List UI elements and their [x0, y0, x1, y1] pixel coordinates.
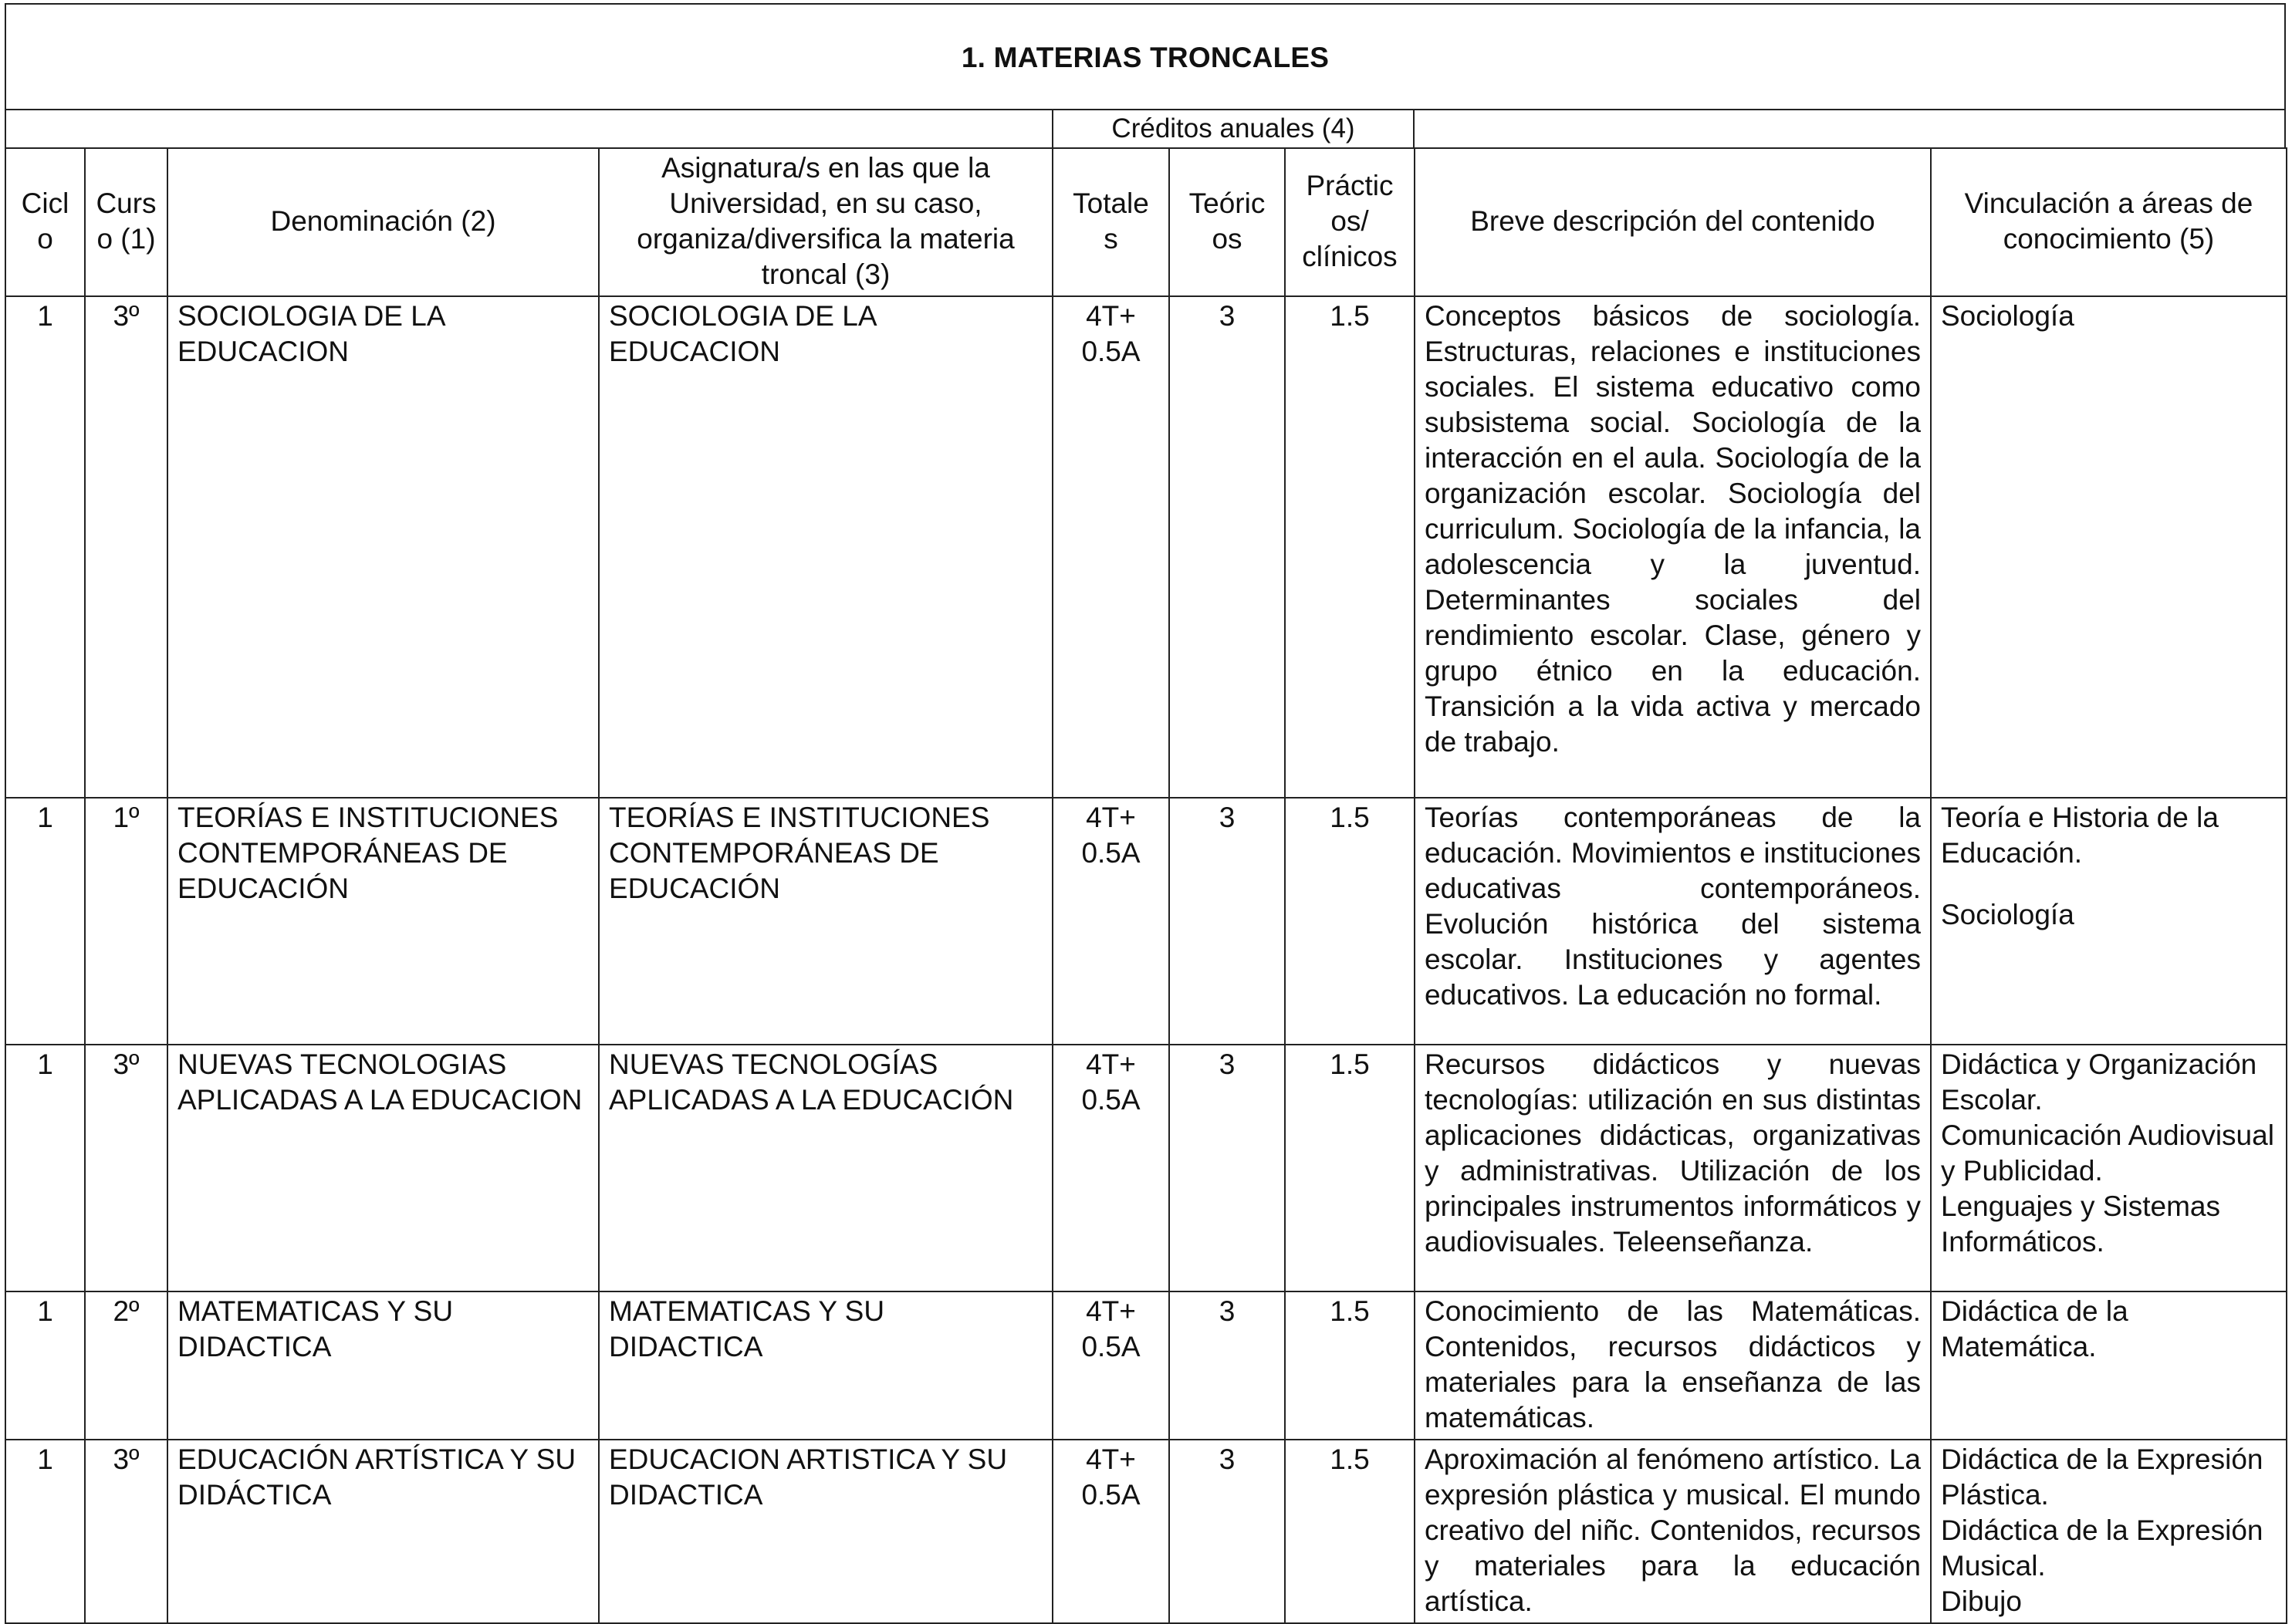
col-header-totales: Totale s [1053, 148, 1169, 296]
area-item: Lenguajes y Sistemas Informáticos. [1941, 1190, 2220, 1258]
header-band-left [5, 110, 1053, 149]
cell-areas [1931, 1291, 2287, 1440]
cell-ciclo: 1 [5, 1291, 85, 1440]
cell-asignatura: MATEMATICAS Y SU DIDACTICA [599, 1291, 1053, 1440]
cell-descripcion: Recursos didácticos y nuevas tecnologías: utilización en sus distintas aplicaciones didácticas, organizativas y administrativas. Utilización de los principales instrumentos informáticos y audiovisuales. Teleenseñanza. [1415, 1045, 1931, 1291]
cell-areas [1931, 1440, 2287, 1623]
cell-practicos: 1.5 [1285, 296, 1415, 798]
col-header-teoricos: Teóric os [1169, 148, 1285, 296]
header-band-right [1413, 110, 2286, 149]
cell-ciclo: 1 [5, 1440, 85, 1623]
area-item: Comunicación Audiovisual y Publicidad. [1941, 1119, 2274, 1187]
col-header-descripcion: Breve descripción del contenido [1415, 148, 1931, 296]
cell-denominacion: SOCIOLOGIA DE LA EDUCACION [167, 296, 599, 798]
cell-descripcion: Aproximación al fenómeno artístico. La expresión plástica y musical. El mundo creativo del niñc. Contenidos, recursos y materiales para la educación artística. [1415, 1440, 1931, 1623]
cell-totales: 4T+ 0.5A [1053, 1440, 1169, 1623]
cell-areas [1931, 798, 2287, 1045]
area-item: Teoría e Historia de la Educación. [1941, 802, 2219, 869]
area-item: Didáctica de la Expresión Plástica. [1941, 1443, 2263, 1511]
title-box [5, 3, 2286, 110]
cell-totales: 4T+ 0.5A [1053, 798, 1169, 1045]
header-row [5, 148, 2287, 296]
cell-totales: 4T+ 0.5A [1053, 1291, 1169, 1440]
col-header-denominacion: Denominación (2) [167, 148, 599, 296]
table-row [5, 296, 2287, 798]
cell-asignatura: NUEVAS TECNOLOGÍAS APLICADAS A LA EDUCACIÓN [599, 1045, 1053, 1291]
cell-denominacion: NUEVAS TECNOLOGIAS APLICADAS A LA EDUCACION [167, 1045, 599, 1291]
cell-curso: 3º [85, 1440, 167, 1623]
cell-areas [1931, 296, 2287, 798]
cell-totales: 4T+ 0.5A [1053, 1045, 1169, 1291]
cell-ciclo: 1 [5, 798, 85, 1045]
cell-descripcion: Conceptos básicos de sociología. Estructuras, relaciones e instituciones sociales. El sistema educativo como subsistema social. Sociología de la interacción en el aula. Sociología de la organización escolar. Sociología del curriculum. Sociología de la infancia, la adolescencia y la juventud. Determinantes sociales del rendimiento escolar. Clase, género y grupo étnico en la educación. Transición a la vida activa y mercado de trabajo. [1415, 296, 1931, 798]
cell-teoricos: 3 [1169, 296, 1285, 798]
cell-asignatura: TEORÍAS E INSTITUCIONES CONTEMPORÁNEAS DE EDUCACIÓN [599, 798, 1053, 1045]
col-header-practicos: Práctic os/ clínicos [1285, 148, 1415, 296]
cell-curso: 3º [85, 296, 167, 798]
cell-asignatura: SOCIOLOGIA DE LA EDUCACION [599, 296, 1053, 798]
table-row [5, 1291, 2287, 1440]
troncales-sheet [5, 3, 2290, 1616]
cell-descripcion: Conocimiento de las Matemáticas. Contenidos, recursos didácticos y materiales para la enseñanza de las matemáticas. [1415, 1291, 1931, 1440]
area-item: Dibujo [1941, 1585, 2022, 1617]
cell-denominacion: MATEMATICAS Y SU DIDACTICA [167, 1291, 599, 1440]
materias-table [5, 147, 2287, 1624]
cell-totales: 4T+ 0.5A [1053, 296, 1169, 798]
cell-teoricos: 3 [1169, 798, 1285, 1045]
cell-teoricos: 3 [1169, 1045, 1285, 1291]
area-spacer [1941, 871, 2277, 897]
col-header-ciclo: Cicl o [5, 148, 85, 296]
area-item: Didáctica de la Expresión Musical. [1941, 1514, 2263, 1582]
col-header-curso: Curs o (1) [85, 148, 167, 296]
cell-ciclo: 1 [5, 296, 85, 798]
cell-curso: 2º [85, 1291, 167, 1440]
cell-descripcion: Teorías contemporáneas de la educación. Movimientos e instituciones educativas contemporáneos. Evolución histórica del sistema escolar. Instituciones y agentes educativos. La educación no formal. [1415, 798, 1931, 1045]
cell-practicos: 1.5 [1285, 1440, 1415, 1623]
cell-teoricos: 3 [1169, 1291, 1285, 1440]
cell-areas [1931, 1045, 2287, 1291]
area-item: Sociología [1941, 899, 2074, 930]
cell-curso: 1º [85, 798, 167, 1045]
table-row [5, 798, 2287, 1045]
cell-asignatura: EDUCACION ARTISTICA Y SU DIDACTICA [599, 1440, 1053, 1623]
cell-teoricos: 3 [1169, 1440, 1285, 1623]
cell-practicos: 1.5 [1285, 1045, 1415, 1291]
cell-practicos: 1.5 [1285, 1291, 1415, 1440]
credits-group-header: Créditos anuales (4) [1052, 110, 1415, 149]
area-item: Didáctica de la Matemática. [1941, 1295, 2128, 1362]
cell-practicos: 1.5 [1285, 798, 1415, 1045]
cell-curso: 3º [85, 1045, 167, 1291]
table-row [5, 1045, 2287, 1291]
cell-denominacion: TEORÍAS E INSTITUCIONES CONTEMPORÁNEAS DE EDUCACIÓN [167, 798, 599, 1045]
col-header-asignaturas: Asignatura/s en las que la Universidad, en su caso, organiza/diversifica la materia troncal (3) [599, 148, 1053, 296]
area-item: Sociología [1941, 300, 2074, 332]
page-title: 1. MATERIAS TRONCALES [961, 42, 1330, 73]
col-header-vinculacion: Vinculación a áreas de conocimiento (5) [1931, 148, 2287, 296]
cell-denominacion: EDUCACIÓN ARTÍSTICA Y SU DIDÁCTICA [167, 1440, 599, 1623]
cell-ciclo: 1 [5, 1045, 85, 1291]
area-item: Didáctica y Organización Escolar. [1941, 1048, 2257, 1116]
table-row [5, 1440, 2287, 1623]
